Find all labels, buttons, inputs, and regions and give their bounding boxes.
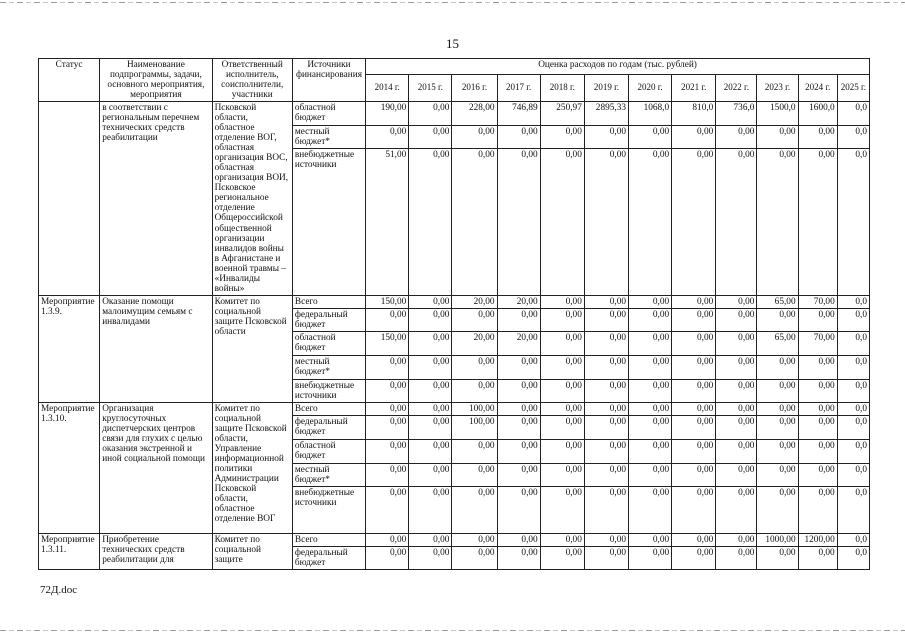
scan-artifact-bottom bbox=[0, 630, 905, 631]
value-cell: 0,00 bbox=[452, 486, 497, 533]
value-cell: 0,00 bbox=[409, 402, 452, 415]
value-cell: 0,00 bbox=[540, 439, 584, 463]
value-cell: 0,00 bbox=[540, 295, 584, 308]
value-cell: 0,00 bbox=[497, 308, 540, 331]
value-cell: 0,00 bbox=[798, 439, 837, 463]
name-cell: в соответствии с региональным перечнем технических средств реабилитации bbox=[100, 102, 212, 296]
value-cell: 1600,0 bbox=[798, 102, 837, 126]
year-header: 2021 г. bbox=[672, 75, 716, 102]
value-cell: 0,00 bbox=[757, 415, 798, 439]
value-cell: 0,00 bbox=[716, 547, 757, 570]
value-cell: 0,0 bbox=[837, 379, 869, 402]
source-cell: областной бюджет bbox=[292, 331, 365, 355]
table-row bbox=[39, 295, 870, 308]
expenses-table bbox=[38, 58, 870, 570]
value-cell: 0,00 bbox=[716, 126, 757, 149]
value-cell: 0,00 bbox=[366, 126, 409, 149]
value-cell: 0,00 bbox=[409, 102, 452, 126]
source-cell: внебюджетные источники bbox=[292, 379, 365, 402]
value-cell: 0,00 bbox=[629, 149, 672, 295]
executor-cell: Комитет по социальной защите Псковской области bbox=[212, 295, 292, 402]
value-cell: 0,00 bbox=[629, 379, 672, 402]
value-cell: 0,0 bbox=[837, 547, 869, 570]
value-cell: 0,00 bbox=[757, 308, 798, 331]
value-cell: 0,00 bbox=[798, 149, 837, 295]
value-cell: 0,0 bbox=[837, 126, 869, 149]
value-cell: 0,00 bbox=[672, 331, 716, 355]
value-cell: 0,00 bbox=[366, 402, 409, 415]
value-cell: 1000,00 bbox=[757, 533, 798, 546]
table-row bbox=[39, 402, 870, 415]
source-cell: федеральный бюджет bbox=[292, 308, 365, 331]
value-cell: 0,00 bbox=[497, 415, 540, 439]
value-cell: 0,00 bbox=[584, 379, 628, 402]
value-cell: 0,00 bbox=[540, 355, 584, 379]
value-cell: 0,00 bbox=[672, 439, 716, 463]
value-cell: 0,00 bbox=[497, 379, 540, 402]
value-cell: 0,00 bbox=[497, 463, 540, 486]
value-cell: 0,00 bbox=[716, 463, 757, 486]
value-cell: 1200,00 bbox=[798, 533, 837, 546]
source-cell: Всего bbox=[292, 533, 365, 546]
value-cell: 0,00 bbox=[629, 439, 672, 463]
value-cell: 0,00 bbox=[452, 355, 497, 379]
value-cell: 0,00 bbox=[716, 379, 757, 402]
value-cell: 0,00 bbox=[540, 533, 584, 546]
value-cell: 0,00 bbox=[409, 463, 452, 486]
value-cell: 0,00 bbox=[672, 486, 716, 533]
value-cell: 0,0 bbox=[837, 486, 869, 533]
value-cell: 0,00 bbox=[629, 308, 672, 331]
value-cell: 0,00 bbox=[497, 533, 540, 546]
value-cell: 0,00 bbox=[497, 402, 540, 415]
value-cell: 0,00 bbox=[629, 402, 672, 415]
value-cell: 0,00 bbox=[366, 415, 409, 439]
value-cell: 0,0 bbox=[837, 402, 869, 415]
value-cell: 20,00 bbox=[452, 295, 497, 308]
value-cell: 228,00 bbox=[452, 102, 497, 126]
value-cell: 65,00 bbox=[757, 331, 798, 355]
value-cell: 0,00 bbox=[584, 547, 628, 570]
value-cell: 0,00 bbox=[798, 463, 837, 486]
value-cell: 0,00 bbox=[540, 402, 584, 415]
value-cell: 0,00 bbox=[629, 331, 672, 355]
value-cell: 0,0 bbox=[837, 308, 869, 331]
value-cell: 0,00 bbox=[672, 126, 716, 149]
value-cell: 0,0 bbox=[837, 295, 869, 308]
value-cell: 0,00 bbox=[409, 486, 452, 533]
value-cell: 0,00 bbox=[452, 533, 497, 546]
source-cell: Всего bbox=[292, 402, 365, 415]
document-filename: 72Д.doc bbox=[40, 584, 78, 596]
value-cell: 0,00 bbox=[584, 355, 628, 379]
value-cell: 0,00 bbox=[584, 126, 628, 149]
value-cell: 0,00 bbox=[409, 126, 452, 149]
value-cell: 70,00 bbox=[798, 331, 837, 355]
value-cell: 0,00 bbox=[366, 355, 409, 379]
status-cell: Мероприятие 1.3.10. bbox=[39, 402, 100, 533]
value-cell: 0,00 bbox=[452, 463, 497, 486]
value-cell: 0,0 bbox=[837, 533, 869, 546]
value-cell: 0,00 bbox=[798, 126, 837, 149]
executor-header: Ответственный исполнитель, соисполнители, участники bbox=[212, 59, 292, 102]
estimate-header: Оценка расходов по годам (тыс. рублей) bbox=[366, 59, 870, 75]
value-cell: 0,00 bbox=[409, 308, 452, 331]
year-header: 2015 г. bbox=[409, 75, 452, 102]
value-cell: 0,00 bbox=[584, 533, 628, 546]
value-cell: 0,00 bbox=[366, 547, 409, 570]
value-cell: 0,00 bbox=[366, 308, 409, 331]
value-cell: 0,00 bbox=[629, 415, 672, 439]
value-cell: 0,00 bbox=[716, 295, 757, 308]
value-cell: 0,00 bbox=[497, 149, 540, 295]
source-cell: областной бюджет bbox=[292, 102, 365, 126]
value-cell: 0,00 bbox=[452, 149, 497, 295]
value-cell: 0,00 bbox=[452, 379, 497, 402]
value-cell: 70,00 bbox=[798, 295, 837, 308]
value-cell: 0,00 bbox=[452, 547, 497, 570]
value-cell: 0,00 bbox=[409, 415, 452, 439]
year-header: 2016 г. bbox=[452, 75, 497, 102]
value-cell: 0,00 bbox=[672, 547, 716, 570]
value-cell: 0,00 bbox=[716, 149, 757, 295]
value-cell: 0,0 bbox=[837, 149, 869, 295]
table-row bbox=[39, 102, 870, 126]
scan-artifact-top bbox=[0, 2, 905, 3]
value-cell: 0,00 bbox=[672, 463, 716, 486]
value-cell: 0,00 bbox=[716, 415, 757, 439]
value-cell: 0,00 bbox=[798, 308, 837, 331]
value-cell: 0,00 bbox=[672, 355, 716, 379]
source-cell: федеральный бюджет bbox=[292, 547, 365, 570]
value-cell: 250,97 bbox=[540, 102, 584, 126]
status-cell: Мероприятие 1.3.11. bbox=[39, 533, 100, 569]
year-header: 2020 г. bbox=[629, 75, 672, 102]
year-header: 2018 г. bbox=[540, 75, 584, 102]
sources-header: Источники финансирования bbox=[292, 59, 365, 102]
value-cell: 0,00 bbox=[452, 439, 497, 463]
status-cell bbox=[39, 102, 100, 296]
value-cell: 0,00 bbox=[366, 439, 409, 463]
value-cell: 0,00 bbox=[757, 126, 798, 149]
value-cell: 0,00 bbox=[629, 355, 672, 379]
value-cell: 0,0 bbox=[837, 355, 869, 379]
source-cell: областной бюджет bbox=[292, 439, 365, 463]
year-header: 2025 г. bbox=[837, 75, 869, 102]
value-cell: 100,00 bbox=[452, 415, 497, 439]
value-cell: 0,00 bbox=[452, 308, 497, 331]
value-cell: 0,00 bbox=[757, 379, 798, 402]
value-cell: 0,00 bbox=[540, 486, 584, 533]
value-cell: 0,00 bbox=[366, 379, 409, 402]
value-cell: 150,00 bbox=[366, 295, 409, 308]
value-cell: 0,00 bbox=[584, 439, 628, 463]
value-cell: 1500,0 bbox=[757, 102, 798, 126]
value-cell: 0,00 bbox=[409, 149, 452, 295]
value-cell: 0,00 bbox=[584, 308, 628, 331]
value-cell: 0,00 bbox=[629, 533, 672, 546]
status-header: Статус bbox=[39, 59, 100, 102]
year-header: 2019 г. bbox=[584, 75, 628, 102]
value-cell: 0,00 bbox=[798, 415, 837, 439]
source-cell: Всего bbox=[292, 295, 365, 308]
value-cell: 0,00 bbox=[584, 415, 628, 439]
table-row bbox=[39, 533, 870, 546]
value-cell: 0,00 bbox=[409, 379, 452, 402]
value-cell: 0,00 bbox=[584, 295, 628, 308]
source-cell: внебюджетные источники bbox=[292, 486, 365, 533]
value-cell: 0,00 bbox=[672, 415, 716, 439]
name-cell: Организация круглосуточных диспетчерских центров связи для глухих с целью оказания экстренной и иной социальной помощи bbox=[100, 402, 212, 533]
value-cell: 0,00 bbox=[497, 547, 540, 570]
value-cell: 0,00 bbox=[497, 486, 540, 533]
value-cell: 0,00 bbox=[798, 402, 837, 415]
value-cell: 0,00 bbox=[629, 547, 672, 570]
value-cell: 810,0 bbox=[672, 102, 716, 126]
value-cell: 0,00 bbox=[452, 126, 497, 149]
value-cell: 0,00 bbox=[584, 331, 628, 355]
executor-cell: Комитет по социальной защите bbox=[212, 533, 292, 569]
value-cell: 0,00 bbox=[366, 486, 409, 533]
value-cell: 0,00 bbox=[716, 486, 757, 533]
value-cell: 0,00 bbox=[366, 463, 409, 486]
value-cell: 0,00 bbox=[757, 463, 798, 486]
source-cell: внебюджетные источники bbox=[292, 149, 365, 295]
value-cell: 0,00 bbox=[409, 331, 452, 355]
value-cell: 0,00 bbox=[584, 402, 628, 415]
value-cell: 0,00 bbox=[497, 439, 540, 463]
source-cell: местный бюджет* bbox=[292, 463, 365, 486]
value-cell: 1068,0 bbox=[629, 102, 672, 126]
value-cell: 0,00 bbox=[366, 533, 409, 546]
value-cell: 0,00 bbox=[798, 486, 837, 533]
value-cell: 0,00 bbox=[672, 379, 716, 402]
value-cell: 0,00 bbox=[716, 533, 757, 546]
value-cell: 20,00 bbox=[452, 331, 497, 355]
value-cell: 0,00 bbox=[540, 379, 584, 402]
value-cell: 0,00 bbox=[629, 486, 672, 533]
value-cell: 0,00 bbox=[409, 295, 452, 308]
value-cell: 0,00 bbox=[540, 149, 584, 295]
value-cell: 0,0 bbox=[837, 439, 869, 463]
value-cell: 0,00 bbox=[540, 331, 584, 355]
name-cell: Приобретение технических средств реабилитации для bbox=[100, 533, 212, 569]
value-cell: 0,00 bbox=[716, 331, 757, 355]
source-cell: федеральный бюджет bbox=[292, 415, 365, 439]
value-cell: 0,00 bbox=[629, 295, 672, 308]
year-header: 2023 г. bbox=[757, 75, 798, 102]
value-cell: 0,00 bbox=[716, 308, 757, 331]
name-cell: Оказание помощи малоимущим семьям с инвалидами bbox=[100, 295, 212, 402]
value-cell: 0,00 bbox=[757, 486, 798, 533]
value-cell: 0,00 bbox=[672, 295, 716, 308]
value-cell: 0,00 bbox=[716, 402, 757, 415]
value-cell: 150,00 bbox=[366, 331, 409, 355]
value-cell: 0,00 bbox=[540, 415, 584, 439]
value-cell: 0,00 bbox=[757, 547, 798, 570]
value-cell: 0,00 bbox=[584, 149, 628, 295]
value-cell: 0,00 bbox=[757, 355, 798, 379]
value-cell: 0,00 bbox=[409, 533, 452, 546]
executor-cell: Псковской области, областное отделение ВОГ, областная организация ВОС, областная организация ВОИ, Псковское региональное отделение Общероссийской общественной организации инвалидов войны в Афганистане и военной травмы – «Инвалиды войны» bbox=[212, 102, 292, 296]
source-cell: местный бюджет* bbox=[292, 126, 365, 149]
value-cell: 0,00 bbox=[798, 547, 837, 570]
value-cell: 0,00 bbox=[798, 379, 837, 402]
value-cell: 0,00 bbox=[629, 126, 672, 149]
name-header: Наименование подпрограммы, задачи, основного мероприятия, мероприятия bbox=[100, 59, 212, 102]
value-cell: 0,0 bbox=[837, 331, 869, 355]
value-cell: 0,0 bbox=[837, 415, 869, 439]
value-cell: 0,00 bbox=[409, 439, 452, 463]
value-cell: 0,00 bbox=[497, 355, 540, 379]
value-cell: 0,00 bbox=[672, 533, 716, 546]
value-cell: 0,00 bbox=[798, 355, 837, 379]
value-cell: 190,00 bbox=[366, 102, 409, 126]
value-cell: 0,00 bbox=[672, 402, 716, 415]
value-cell: 0,00 bbox=[672, 149, 716, 295]
value-cell: 0,00 bbox=[409, 547, 452, 570]
value-cell: 0,00 bbox=[716, 439, 757, 463]
status-cell: Мероприятие 1.3.9. bbox=[39, 295, 100, 402]
value-cell: 746,89 bbox=[497, 102, 540, 126]
value-cell: 0,00 bbox=[672, 308, 716, 331]
value-cell: 2895,33 bbox=[584, 102, 628, 126]
value-cell: 0,00 bbox=[540, 308, 584, 331]
value-cell: 0,0 bbox=[837, 102, 869, 126]
source-cell: местный бюджет* bbox=[292, 355, 365, 379]
value-cell: 0,00 bbox=[716, 355, 757, 379]
value-cell: 0,0 bbox=[837, 463, 869, 486]
value-cell: 0,00 bbox=[540, 547, 584, 570]
value-cell: 100,00 bbox=[452, 402, 497, 415]
year-header: 2014 г. bbox=[366, 75, 409, 102]
value-cell: 0,00 bbox=[757, 149, 798, 295]
value-cell: 0,00 bbox=[409, 355, 452, 379]
value-cell: 0,00 bbox=[629, 463, 672, 486]
value-cell: 51,00 bbox=[366, 149, 409, 295]
value-cell: 736,0 bbox=[716, 102, 757, 126]
year-header: 2017 г. bbox=[497, 75, 540, 102]
value-cell: 0,00 bbox=[540, 463, 584, 486]
year-header: 2024 г. bbox=[798, 75, 837, 102]
value-cell: 0,00 bbox=[540, 126, 584, 149]
value-cell: 0,00 bbox=[497, 126, 540, 149]
value-cell: 0,00 bbox=[584, 463, 628, 486]
value-cell: 20,00 bbox=[497, 295, 540, 308]
page-number: 15 bbox=[446, 36, 459, 51]
value-cell: 0,00 bbox=[757, 402, 798, 415]
value-cell: 65,00 bbox=[757, 295, 798, 308]
value-cell: 20,00 bbox=[497, 331, 540, 355]
value-cell: 0,00 bbox=[584, 486, 628, 533]
executor-cell: Комитет по социальной защите Псковской области, Управление информационной политики Администрации Псковской области, областное отделение ВОГ bbox=[212, 402, 292, 533]
value-cell: 0,00 bbox=[757, 439, 798, 463]
year-header: 2022 г. bbox=[716, 75, 757, 102]
